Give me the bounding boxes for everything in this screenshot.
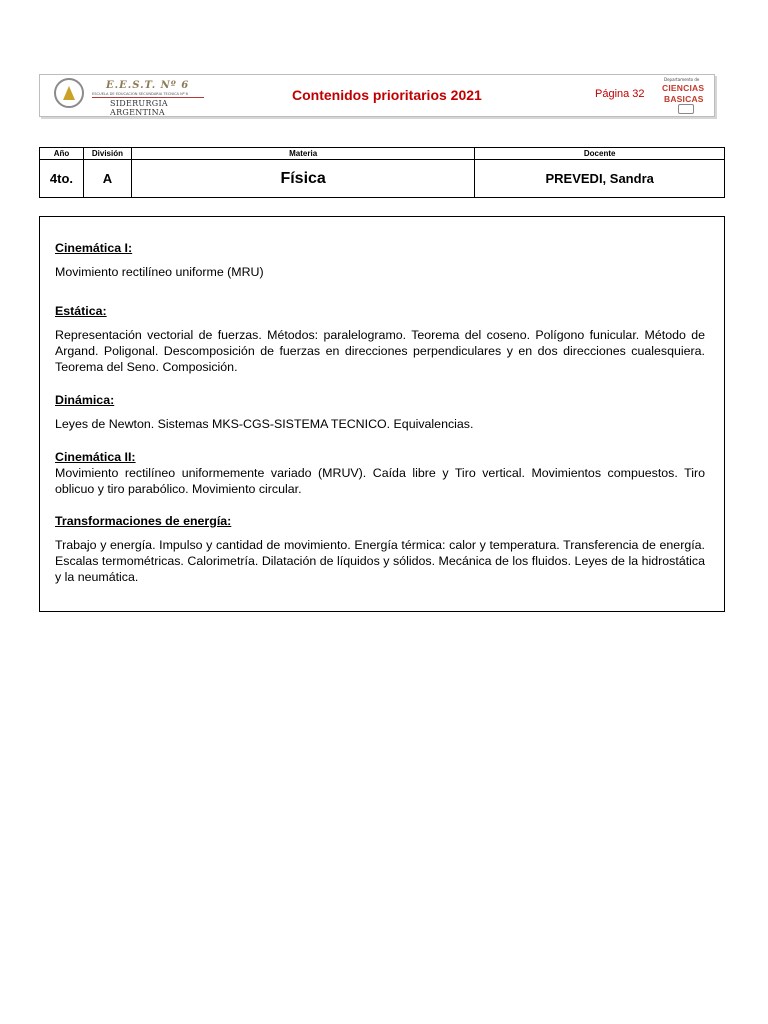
- section-body: Movimiento rectilíneo uniforme (MRU): [55, 265, 264, 279]
- dept-logo-word-basicas: BASICAS: [664, 94, 704, 104]
- value-division: A: [83, 160, 131, 198]
- school-logo: [52, 77, 212, 117]
- section-title: Estática:: [55, 304, 107, 318]
- section-body: Movimiento rectilíneo uniformemente variado (MRUV). Caída libre y Tiro vertical. Movimientos compuestos. Tiro oblicuo y tiro parabólico. Movimiento circular.: [55, 466, 705, 496]
- header-materia: Materia: [131, 148, 474, 160]
- section-dinamica: [55, 392, 705, 432]
- school-seal-icon: [54, 78, 84, 108]
- header-division: División: [83, 148, 131, 160]
- section-estatica: [55, 303, 705, 375]
- section-cinematica-2: [55, 449, 705, 497]
- course-info-header-row: [40, 148, 725, 160]
- document-title: Contenidos prioritarios 2021: [292, 87, 482, 103]
- course-info-table: [39, 147, 725, 198]
- page-header: [39, 74, 715, 117]
- section-title: Dinámica:: [55, 393, 115, 407]
- page-number: Página 32: [595, 88, 645, 100]
- logo-divider: [92, 97, 204, 98]
- school-abbr: E.E.S.T. Nº 6: [106, 80, 190, 91]
- value-materia: Física: [131, 160, 474, 198]
- section-title: Cinemática II:: [55, 450, 136, 464]
- section-cinematica-1: [55, 240, 705, 280]
- school-name: ESCUELA DE EDUCACION SECUNDARIA TECNICA Nº 6: [92, 92, 188, 96]
- department-logo: [660, 77, 708, 113]
- dept-logo-caption: Departamento de: [664, 77, 700, 82]
- contents-box: [39, 216, 725, 612]
- section-title: Cinemática I:: [55, 241, 133, 255]
- section-body: Trabajo y energía. Impulso y cantidad de movimiento. Energía térmica: calor y temperatura. Transferencia de energía. Escalas termométricas. Calorimetría. Dilatación de líquidos y sólidos. Mecánica de los fluidos. Leyes de la hidrostática y la neumática.: [55, 538, 705, 584]
- section-title: Transformaciones de energía:: [55, 514, 232, 528]
- value-docente: PREVEDI, Sandra: [475, 160, 725, 198]
- header-docente: Docente: [475, 148, 725, 160]
- school-subtitle: SIDERURGIA ARGENTINA: [110, 99, 169, 117]
- section-body: Leyes de Newton. Sistemas MKS-CGS-SISTEMA TECNICO. Equivalencias.: [55, 417, 474, 431]
- course-info-value-row: [40, 160, 725, 198]
- value-anio: 4to.: [40, 160, 84, 198]
- dept-logo-word-ciencias: CIENCIAS: [662, 83, 705, 93]
- dept-logo-icon: [678, 104, 694, 114]
- section-body: Representación vectorial de fuerzas. Métodos: paralelogramo. Teorema del coseno. Polígono funicular. Método de Argand. Poligonal. Descomposición de fuerzas en direcciones perpendiculares y en dos direcciones cualesquiera. Teorema del Seno. Composición.: [55, 328, 705, 374]
- section-transformaciones: [55, 513, 705, 585]
- header-anio: Año: [40, 148, 84, 160]
